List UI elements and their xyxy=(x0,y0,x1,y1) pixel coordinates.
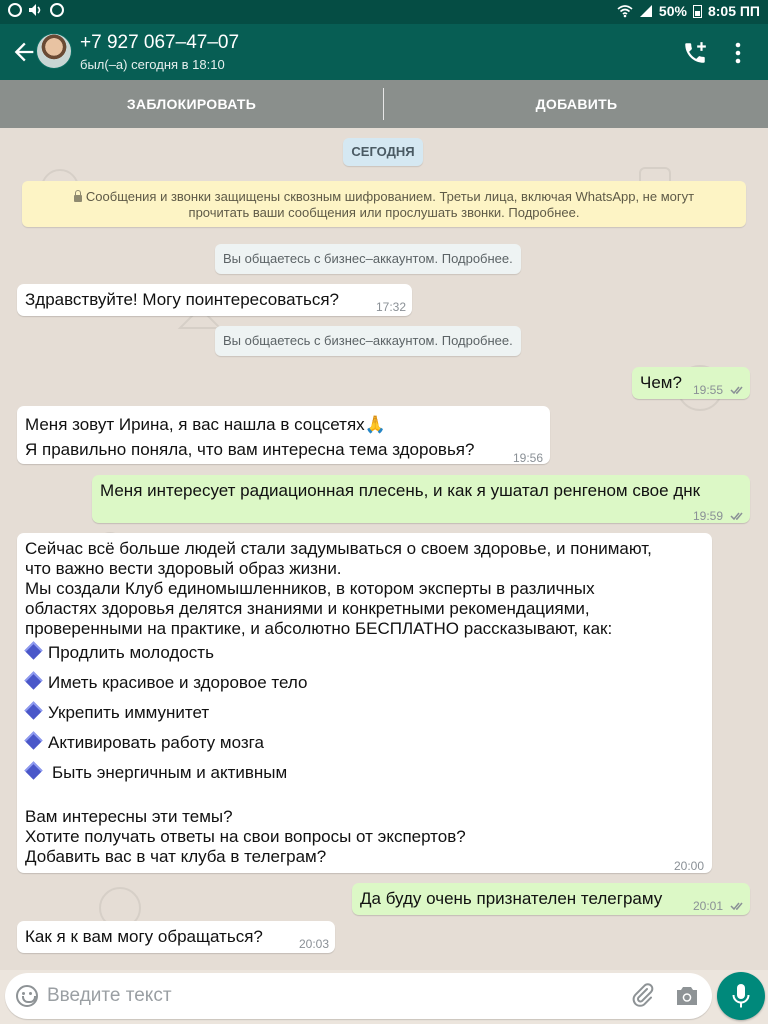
battery-icon xyxy=(693,4,702,18)
encryption-notice-line2: прочитать ваши сообщения или прослушать звонки. Подробнее. xyxy=(188,205,580,220)
message-time: 19:56 xyxy=(513,451,544,465)
message-time: 20:01 xyxy=(693,899,724,913)
add-contact-button[interactable]: ДОБАВИТЬ xyxy=(535,96,618,112)
message-text-line: Сейчас всё больше людей стали задумываться о своем здоровье, и понимают, xyxy=(25,539,652,558)
double-check-icon xyxy=(730,901,746,911)
message-outgoing[interactable] xyxy=(92,475,750,523)
lock-icon xyxy=(74,195,82,202)
message-composer xyxy=(5,973,712,1019)
message-text-line: областях здоровья делятся знаниями и конкретными рекомендациями, xyxy=(25,599,590,618)
date-separator: СЕГОДНЯ xyxy=(343,138,423,166)
more-vert-icon[interactable] xyxy=(728,40,748,66)
message-time: 19:59 xyxy=(693,509,724,523)
message-input[interactable] xyxy=(47,981,617,1011)
message-text-line: Добавить вас в чат клуба в телеграм? xyxy=(25,847,327,866)
message-incoming[interactable] xyxy=(17,921,335,953)
camera-icon[interactable] xyxy=(675,985,699,1007)
volume-icon xyxy=(28,3,44,17)
blue-diamond-icon xyxy=(24,761,42,779)
business-notice[interactable]: Вы общаетесь с бизнес–аккаунтом. Подробнее. xyxy=(215,244,521,274)
message-text: Чем? xyxy=(640,373,682,392)
emoji-icon[interactable] xyxy=(16,985,38,1007)
encryption-notice[interactable] xyxy=(22,181,746,227)
encryption-notice-line1: Сообщения и звонки защищены сквозным шифрованием. Третьи лица, включая WhatsApp, не могут xyxy=(85,189,695,204)
voice-record-button[interactable] xyxy=(717,972,765,1020)
status-bar xyxy=(0,0,768,24)
message-time: 20:00 xyxy=(674,859,705,873)
message-text-line: Я правильно поняла, что вам интересна тема здоровья? xyxy=(25,440,475,459)
contact-status: был(–а) сегодня в 18:10 xyxy=(80,57,225,72)
message-text-line: Мы создали Клуб единомышленников, в котором эксперты в различных xyxy=(25,579,595,598)
message-meta xyxy=(693,896,746,916)
hotspot-icon xyxy=(8,3,22,17)
message-text-line: что важно вести здоровый образ жизни. xyxy=(25,559,342,578)
message-text-line: Хотите получать ответы на свои вопросы от экспертов? xyxy=(25,827,466,846)
message-time: 17:32 xyxy=(376,300,407,314)
message-time: 20:03 xyxy=(299,937,330,951)
unknown-contact-actions xyxy=(0,80,768,128)
double-check-icon xyxy=(730,511,746,521)
divider xyxy=(383,88,384,120)
battery-level: 50% xyxy=(658,3,687,19)
bullet-item: Иметь красивое и здоровое тело xyxy=(23,673,307,693)
clock: 8:05 ПП xyxy=(707,3,760,19)
bullet-item: Быть энергичным и активным xyxy=(23,763,287,783)
attach-icon[interactable] xyxy=(631,983,655,1009)
message-text: Здравствуйте! Могу поинтересоваться? xyxy=(25,290,339,309)
blue-diamond-icon xyxy=(24,701,42,719)
blue-diamond-icon xyxy=(24,641,42,659)
message-text-line: проверенными на практике, и абсолютно БЕСПЛАТНО рассказывают, как: xyxy=(25,619,613,638)
message-outgoing[interactable] xyxy=(352,883,750,915)
message-text: Меня интересует радиационная плесень, и как я ушатал ренгеном свое днк xyxy=(100,481,701,500)
message-text-line: Вам интересны эти темы? xyxy=(25,807,233,826)
contact-name[interactable]: +7 927 067–47–07 xyxy=(80,32,240,53)
block-button[interactable]: ЗАБЛОКИРОВАТЬ xyxy=(126,96,257,112)
avatar[interactable] xyxy=(36,33,72,69)
message-time: 19:55 xyxy=(693,383,724,397)
message-text-line: Меня зовут Ирина, я вас нашла в соцсетях🙏 xyxy=(25,415,386,434)
status-right xyxy=(617,3,760,19)
message-outgoing[interactable] xyxy=(632,367,750,399)
bullet-item: Продлить молодость xyxy=(23,643,214,663)
sync-icon xyxy=(50,3,64,17)
back-arrow-icon[interactable] xyxy=(10,38,38,66)
chat-area[interactable] xyxy=(0,128,768,970)
business-notice[interactable]: Вы общаетесь с бизнес–аккаунтом. Подробнее. xyxy=(215,326,521,356)
bullet-item: Активировать работу мозга xyxy=(23,733,264,753)
signal-icon xyxy=(639,4,653,18)
message-text: Как я к вам могу обращаться? xyxy=(25,927,263,946)
message-text: Да буду очень признателен телеграму xyxy=(360,889,663,908)
chat-header xyxy=(0,24,768,80)
double-check-icon xyxy=(730,385,746,395)
message-meta xyxy=(693,506,746,526)
blue-diamond-icon xyxy=(24,731,42,749)
message-meta xyxy=(693,380,746,400)
add-call-icon[interactable] xyxy=(682,40,708,66)
message-incoming[interactable] xyxy=(17,406,550,464)
blue-diamond-icon xyxy=(24,671,42,689)
message-incoming[interactable] xyxy=(17,533,712,873)
mic-icon xyxy=(731,983,751,1009)
status-left xyxy=(8,3,64,17)
message-incoming[interactable] xyxy=(17,284,412,316)
wifi-icon xyxy=(617,4,633,18)
bullet-item: Укрепить иммунитет xyxy=(23,703,209,723)
